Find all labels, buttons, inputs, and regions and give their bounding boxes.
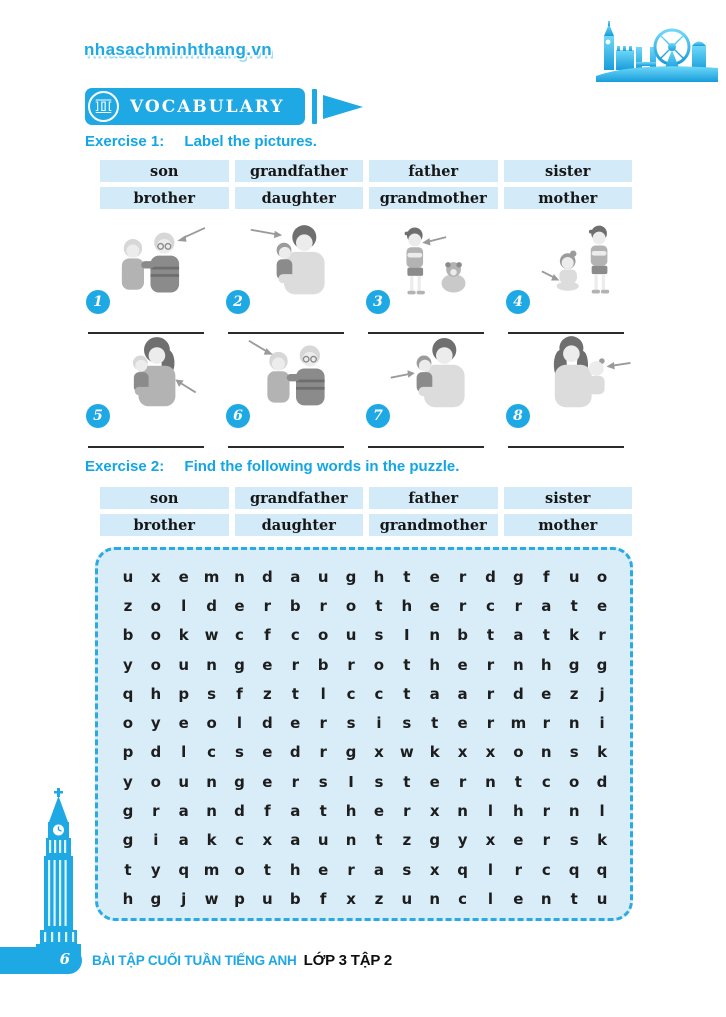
puzzle-letter: a <box>373 860 384 879</box>
banner-bar-decoration <box>312 89 317 124</box>
puzzle-letter: f <box>543 567 550 586</box>
puzzle-letter: i <box>376 714 382 733</box>
puzzle-letter: c <box>290 626 300 645</box>
puzzle-letter: n <box>540 889 552 908</box>
puzzle-letter: l <box>487 860 494 879</box>
big-ben-tower-illustration <box>16 788 102 960</box>
puzzle-letter: g <box>122 831 134 850</box>
word-bank-item: daughter <box>235 187 364 209</box>
word-bank-exercise-1 <box>100 160 632 209</box>
puzzle-letter: k <box>178 626 189 645</box>
puzzle-letter: q <box>568 860 580 879</box>
puzzle-letter: u <box>401 889 413 908</box>
picture-number-badge: 2 <box>226 290 250 314</box>
puzzle-letter: y <box>457 831 468 850</box>
puzzle-letter: t <box>570 889 578 908</box>
puzzle-letter: b <box>457 626 468 645</box>
section-numeral-badge: II <box>88 91 119 122</box>
puzzle-letter: n <box>485 772 496 791</box>
puzzle-letter: s <box>374 772 384 791</box>
exercise-1-heading <box>85 133 317 150</box>
puzzle-letter: e <box>262 655 273 674</box>
puzzle-letter: r <box>458 567 467 586</box>
puzzle-letter: t <box>486 626 495 645</box>
site-logo-text: nhasachminhthang.vn <box>84 40 273 59</box>
puzzle-letter: x <box>429 860 440 879</box>
puzzle-letter: x <box>485 743 496 762</box>
puzzle-letter: e <box>513 889 524 908</box>
puzzle-letter: d <box>234 802 245 821</box>
puzzle-letter: p <box>178 684 190 703</box>
puzzle-letter: g <box>345 743 357 762</box>
puzzle-letter: t <box>570 596 578 615</box>
puzzle-letter: r <box>319 743 327 762</box>
puzzle-letter: e <box>457 714 468 733</box>
exercise-2-label: Exercise 2: <box>85 458 165 475</box>
illustration-mother-holding-baby-girl <box>516 330 636 418</box>
puzzle-letter: t <box>542 626 550 645</box>
puzzle-letter: n <box>206 802 217 821</box>
puzzle-letter: h <box>122 889 134 908</box>
puzzle-letter: d <box>513 684 524 703</box>
picture-item-1 <box>86 220 218 320</box>
word-bank-item: grandmother <box>369 187 498 209</box>
puzzle-letter: t <box>263 860 271 879</box>
puzzle-letter: p <box>234 889 245 908</box>
picture-item-3 <box>366 220 498 320</box>
word-bank-item: sister <box>504 487 633 509</box>
puzzle-letter: t <box>403 567 411 586</box>
puzzle-letter: k <box>597 831 608 850</box>
puzzle-letter: c <box>458 889 468 908</box>
footer-series-title: BÀI TẬP CUỐI TUẦN TIẾNG ANH <box>92 953 297 968</box>
puzzle-letter: z <box>569 684 579 703</box>
puzzle-letter: e <box>178 567 189 586</box>
puzzle-letter: q <box>178 860 190 879</box>
puzzle-letter: e <box>429 772 440 791</box>
puzzle-letter: b <box>317 655 329 674</box>
word-bank-exercise-2 <box>100 487 632 536</box>
puzzle-letter: r <box>291 772 299 791</box>
puzzle-letter: j <box>599 684 605 703</box>
puzzle-letter: u <box>178 772 190 791</box>
puzzle-letter: a <box>178 802 189 821</box>
puzzle-letter: i <box>153 831 159 850</box>
puzzle-letter: r <box>319 714 327 733</box>
puzzle-letter: g <box>429 831 441 850</box>
puzzle-letter: y <box>123 772 133 791</box>
puzzle-letter: n <box>345 831 357 850</box>
puzzle-letter: n <box>457 802 468 821</box>
puzzle-letter: a <box>178 831 189 850</box>
answer-line <box>88 446 204 448</box>
puzzle-letter: r <box>291 655 299 674</box>
puzzle-letter: d <box>262 567 273 586</box>
puzzle-letter: y <box>123 655 133 674</box>
word-bank-item: brother <box>100 514 229 536</box>
puzzle-letter: s <box>569 743 579 762</box>
puzzle-letter: r <box>347 655 355 674</box>
puzzle-letter: x <box>429 802 440 821</box>
puzzle-letter: n <box>513 655 524 674</box>
puzzle-letter: l <box>236 714 243 733</box>
exercise-1-instruction: Label the pictures. <box>184 133 317 150</box>
puzzle-letter: h <box>513 802 524 821</box>
puzzle-letter: n <box>429 626 441 645</box>
illustration-boy-with-dog <box>376 220 496 306</box>
puzzle-letter: a <box>290 802 301 821</box>
puzzle-letter: x <box>485 831 496 850</box>
puzzle-letter: r <box>319 596 327 615</box>
puzzle-letter: s <box>569 831 579 850</box>
puzzle-letter: r <box>514 860 523 879</box>
puzzle-letter: o <box>596 567 608 586</box>
puzzle-letter: t <box>291 684 299 703</box>
puzzle-letter: j <box>181 889 187 908</box>
pictures-row-2 <box>86 330 638 434</box>
puzzle-letter: f <box>264 626 271 645</box>
puzzle-letter: b <box>289 889 301 908</box>
puzzle-letter: m <box>510 714 527 733</box>
puzzle-letter: u <box>178 655 190 674</box>
puzzle-letter: u <box>345 626 357 645</box>
puzzle-letter: w <box>204 889 219 908</box>
picture-item-6 <box>226 330 358 434</box>
puzzle-letter: h <box>540 655 552 674</box>
puzzle-letter: y <box>150 860 161 879</box>
word-bank-item: father <box>369 487 498 509</box>
puzzle-letter: f <box>236 684 243 703</box>
puzzle-letter: u <box>122 567 134 586</box>
puzzle-letter: b <box>122 626 134 645</box>
puzzle-letter: m <box>203 860 220 879</box>
puzzle-letter: o <box>569 772 580 791</box>
puzzle-letter: h <box>401 596 413 615</box>
puzzle-letter: e <box>234 596 245 615</box>
banner-arrow-icon <box>323 95 363 119</box>
puzzle-letter: a <box>429 684 440 703</box>
puzzle-letter: I <box>348 772 354 791</box>
puzzle-letter: n <box>568 802 580 821</box>
puzzle-letter: z <box>263 684 272 703</box>
puzzle-letter: n <box>540 743 552 762</box>
puzzle-letter: g <box>596 655 608 674</box>
puzzle-letter: a <box>513 626 524 645</box>
puzzle-letter: o <box>150 655 161 674</box>
puzzle-letter: e <box>541 684 552 703</box>
picture-number-badge: 6 <box>226 404 250 428</box>
puzzle-letter: t <box>403 772 411 791</box>
puzzle-letter: o <box>318 626 329 645</box>
picture-number-badge: 8 <box>506 404 530 428</box>
puzzle-letter: m <box>203 567 220 586</box>
puzzle-letter: z <box>402 831 412 850</box>
word-bank-item: son <box>100 160 229 182</box>
word-bank-item: son <box>100 487 229 509</box>
puzzle-letter: t <box>124 860 132 879</box>
puzzle-letter: g <box>234 655 245 674</box>
puzzle-letter: c <box>541 860 551 879</box>
puzzle-letter: l <box>487 802 494 821</box>
puzzle-letter: c <box>374 684 384 703</box>
puzzle-letter: s <box>402 714 412 733</box>
picture-number-badge: 1 <box>86 290 110 314</box>
puzzle-letter: g <box>345 567 357 586</box>
puzzle-letter: a <box>290 567 301 586</box>
word-bank-item: daughter <box>235 514 364 536</box>
puzzle-letter: k <box>569 626 580 645</box>
puzzle-letter: l <box>320 684 326 703</box>
puzzle-letter: t <box>431 714 439 733</box>
footer-page-bar <box>0 947 82 974</box>
puzzle-letter: l <box>181 596 187 615</box>
word-bank-item: father <box>369 160 498 182</box>
exercise-1-label: Exercise 1: <box>85 133 165 150</box>
puzzle-letter: e <box>262 743 273 762</box>
puzzle-letter: l <box>487 889 494 908</box>
puzzle-letter: o <box>234 860 245 879</box>
puzzle-letter: r <box>514 596 523 615</box>
illustration-grandparents <box>96 220 216 306</box>
puzzle-letter: i <box>599 714 605 733</box>
picture-item-5 <box>86 330 218 434</box>
puzzle-letter: u <box>596 889 608 908</box>
puzzle-letter: q <box>122 684 134 703</box>
puzzle-letter: e <box>596 596 608 615</box>
section-title: VOCABULARY <box>130 96 285 117</box>
london-skyline-icon <box>596 20 718 82</box>
picture-number-badge: 5 <box>86 404 110 428</box>
puzzle-letter: d <box>206 596 217 615</box>
puzzle-letter: e <box>178 714 189 733</box>
puzzle-letter: t <box>403 684 411 703</box>
puzzle-letter: c <box>346 684 356 703</box>
puzzle-letter: n <box>429 889 441 908</box>
puzzle-letter: d <box>485 567 496 586</box>
footer-book-title <box>92 952 392 969</box>
illustration-father-holding-baby <box>376 330 496 418</box>
picture-item-8 <box>506 330 638 434</box>
puzzle-letter: o <box>150 626 161 645</box>
puzzle-letter: t <box>319 802 327 821</box>
puzzle-letter: l <box>181 743 187 762</box>
puzzle-letter: s <box>402 860 412 879</box>
puzzle-letter: n <box>568 714 580 733</box>
puzzle-letter: y <box>150 714 161 733</box>
puzzle-letter: g <box>234 772 245 791</box>
puzzle-letter: a <box>457 684 468 703</box>
puzzle-letter: t <box>514 772 522 791</box>
footer-volume-title: LỚP 3 TẬP 2 <box>303 952 393 969</box>
answer-line <box>228 446 344 448</box>
puzzle-letter: g <box>122 802 134 821</box>
puzzle-letter: o <box>150 596 161 615</box>
puzzle-letter: g <box>568 655 580 674</box>
puzzle-letter: u <box>317 831 329 850</box>
puzzle-letter: t <box>375 596 383 615</box>
puzzle-letter: r <box>542 802 550 821</box>
puzzle-letter: r <box>458 596 467 615</box>
puzzle-letter: r <box>542 714 550 733</box>
picture-item-2 <box>226 220 358 320</box>
puzzle-letter: x <box>457 743 468 762</box>
puzzle-letter: e <box>429 567 440 586</box>
puzzle-letter: n <box>206 772 217 791</box>
puzzle-letter: z <box>123 596 133 615</box>
puzzle-letter: t <box>375 831 383 850</box>
puzzle-letter: w <box>204 626 219 645</box>
puzzle-letter: n <box>206 655 217 674</box>
puzzle-letter: o <box>373 655 385 674</box>
puzzle-letter: w <box>399 743 414 762</box>
puzzle-letter: e <box>262 772 273 791</box>
puzzle-letter: r <box>458 772 467 791</box>
puzzle-letter: s <box>374 626 384 645</box>
puzzle-letter: c <box>235 626 244 645</box>
puzzle-letter: o <box>150 772 161 791</box>
puzzle-letter: h <box>373 567 385 586</box>
puzzle-letter: r <box>486 684 495 703</box>
puzzle-letter: x <box>346 889 356 908</box>
puzzle-letter: c <box>235 831 244 850</box>
answer-line <box>368 446 484 448</box>
puzzle-letter: d <box>262 714 273 733</box>
puzzle-letter: r <box>152 802 160 821</box>
puzzle-letter: x <box>150 567 161 586</box>
puzzle-letter: e <box>513 831 524 850</box>
puzzle-letter: d <box>289 743 301 762</box>
pictures-row-1 <box>86 220 638 320</box>
word-bank-item: grandfather <box>235 487 364 509</box>
puzzle-letter: s <box>346 714 356 733</box>
picture-number-badge: 4 <box>506 290 530 314</box>
word-bank-item: grandfather <box>235 160 364 182</box>
puzzle-letter: g <box>513 567 524 586</box>
picture-number-badge: 7 <box>366 404 390 428</box>
puzzle-letter: x <box>262 831 273 850</box>
puzzle-letter: t <box>403 655 411 674</box>
puzzle-letter: l <box>599 802 605 821</box>
puzzle-letter: h <box>429 655 441 674</box>
puzzle-letter: x <box>374 743 384 762</box>
puzzle-letter: q <box>596 860 608 879</box>
puzzle-letter: d <box>150 743 162 762</box>
puzzle-letter: g <box>150 889 162 908</box>
puzzle-letter: f <box>319 889 327 908</box>
word-bank-item: brother <box>100 187 229 209</box>
puzzle-letter: s <box>235 743 244 762</box>
picture-item-7 <box>366 330 498 434</box>
puzzle-letter: b <box>289 596 301 615</box>
illustration-grandparents <box>236 330 356 418</box>
puzzle-letter: c <box>541 772 551 791</box>
puzzle-letter: r <box>486 714 495 733</box>
puzzle-letter: r <box>542 831 550 850</box>
puzzle-letter: h <box>345 802 357 821</box>
puzzle-letter: k <box>429 743 440 762</box>
illustration-girl-sitting-and-boy <box>516 220 636 306</box>
puzzle-letter: r <box>347 860 355 879</box>
picture-number-badge: 3 <box>366 290 390 314</box>
word-bank-item: mother <box>504 514 633 536</box>
word-bank-item: grandmother <box>369 514 498 536</box>
puzzle-letter: p <box>122 743 134 762</box>
section-banner <box>85 88 363 125</box>
puzzle-letter: u <box>317 567 329 586</box>
puzzle-letter: k <box>206 831 217 850</box>
page-number: 6 <box>59 950 70 968</box>
puzzle-letter: o <box>122 714 134 733</box>
puzzle-letter: r <box>486 655 495 674</box>
puzzle-letter: e <box>373 802 385 821</box>
puzzle-letter: e <box>318 860 329 879</box>
puzzle-letter: o <box>513 743 524 762</box>
puzzle-letter: e <box>457 655 468 674</box>
word-bank-item: sister <box>504 160 633 182</box>
puzzle-letter: o <box>206 714 217 733</box>
puzzle-letter: I <box>404 626 410 645</box>
puzzle-letter: h <box>289 860 301 879</box>
puzzle-letter: n <box>234 567 245 586</box>
illustration-father-holding-baby <box>236 220 356 306</box>
puzzle-letter: r <box>598 626 606 645</box>
puzzle-letter: s <box>318 772 328 791</box>
puzzle-grid <box>114 562 616 914</box>
picture-item-4 <box>506 220 638 320</box>
puzzle-letter: c <box>207 743 217 762</box>
section-banner-rect <box>85 88 305 125</box>
puzzle-letter: c <box>486 596 495 615</box>
puzzle-letter: z <box>374 889 384 908</box>
puzzle-letter: a <box>290 831 301 850</box>
answer-line <box>508 446 624 448</box>
puzzle-letter: u <box>262 889 273 908</box>
puzzle-letter: e <box>290 714 301 733</box>
puzzle-letter: r <box>403 802 411 821</box>
puzzle-letter: k <box>597 743 608 762</box>
puzzle-letter: s <box>207 684 217 703</box>
puzzle-letter: o <box>345 596 357 615</box>
word-search-puzzle-box <box>95 547 633 921</box>
puzzle-letter: e <box>429 596 440 615</box>
puzzle-letter: r <box>263 596 272 615</box>
puzzle-letter: h <box>150 684 162 703</box>
puzzle-letter: u <box>568 567 580 586</box>
word-bank-item: mother <box>504 187 633 209</box>
exercise-2-instruction: Find the following words in the puzzle. <box>184 458 460 475</box>
puzzle-letter: a <box>541 596 552 615</box>
illustration-mother-holding-child <box>96 330 216 418</box>
puzzle-letter: q <box>457 860 468 879</box>
puzzle-letter: f <box>264 802 271 821</box>
exercise-2-heading <box>85 458 459 475</box>
puzzle-letter: d <box>596 772 608 791</box>
